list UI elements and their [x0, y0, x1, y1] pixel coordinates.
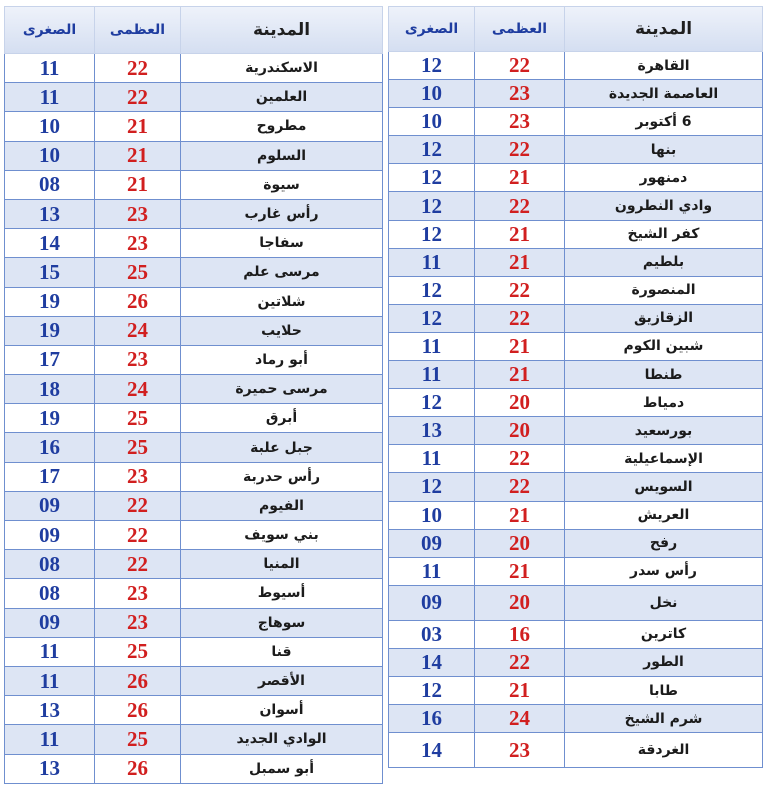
min-temp-cell: 19 [5, 404, 95, 433]
city-cell: وادي النطرون [565, 192, 763, 220]
max-temp-cell: 21 [475, 164, 565, 192]
city-cell: القاهرة [565, 52, 763, 80]
max-temp-cell: 22 [475, 304, 565, 332]
table-row [389, 108, 763, 136]
max-temp-cell: 25 [95, 433, 181, 462]
min-temp-cell: 11 [389, 248, 475, 276]
city-cell: الفيوم [181, 491, 383, 520]
max-temp-cell: 23 [95, 345, 181, 374]
city-cell: شبين الكوم [565, 332, 763, 360]
city-cell: بلطيم [565, 248, 763, 276]
min-temp-cell: 17 [5, 462, 95, 491]
min-temp-cell: 11 [5, 666, 95, 695]
table-row [5, 725, 383, 754]
table-row [5, 608, 383, 637]
max-temp-cell: 20 [475, 585, 565, 620]
city-cell: جبل علبة [181, 433, 383, 462]
header-min: الصغرى [389, 7, 475, 52]
min-temp-cell: 14 [389, 733, 475, 768]
city-cell: رأس غارب [181, 199, 383, 228]
table-row [389, 361, 763, 389]
city-cell: نخل [565, 585, 763, 620]
table-row [389, 620, 763, 648]
city-cell: سيوة [181, 170, 383, 199]
max-temp-cell: 26 [95, 696, 181, 725]
max-temp-cell: 22 [95, 521, 181, 550]
min-temp-cell: 18 [5, 375, 95, 404]
city-cell: طابا [565, 676, 763, 704]
min-temp-cell: 08 [5, 579, 95, 608]
table-row [5, 54, 383, 83]
min-temp-cell: 11 [389, 445, 475, 473]
city-cell: كاترين [565, 620, 763, 648]
table-row [389, 501, 763, 529]
min-temp-cell: 12 [389, 389, 475, 417]
max-temp-cell: 22 [475, 136, 565, 164]
header-city: المدينة [181, 7, 383, 54]
min-temp-cell: 14 [389, 648, 475, 676]
max-temp-cell: 25 [95, 404, 181, 433]
min-temp-cell: 08 [5, 170, 95, 199]
table-row [5, 229, 383, 258]
min-temp-cell: 16 [389, 705, 475, 733]
min-temp-cell: 19 [5, 287, 95, 316]
min-temp-cell: 19 [5, 316, 95, 345]
table-row [389, 585, 763, 620]
table-row [389, 276, 763, 304]
city-cell: قنا [181, 637, 383, 666]
max-temp-cell: 22 [95, 550, 181, 579]
max-temp-cell: 21 [95, 112, 181, 141]
table-row [5, 696, 383, 725]
max-temp-cell: 22 [475, 445, 565, 473]
table-row [389, 304, 763, 332]
city-cell: العلمين [181, 83, 383, 112]
city-cell: مرسى حميرة [181, 375, 383, 404]
table-row [5, 550, 383, 579]
max-temp-cell: 21 [475, 220, 565, 248]
table-body-right [389, 52, 763, 768]
table-row [5, 375, 383, 404]
min-temp-cell: 15 [5, 258, 95, 287]
table-row [389, 52, 763, 80]
table-row [389, 220, 763, 248]
table-row [389, 417, 763, 445]
table-row [5, 258, 383, 287]
city-cell: الطور [565, 648, 763, 676]
min-temp-cell: 10 [5, 112, 95, 141]
max-temp-cell: 26 [95, 666, 181, 695]
min-temp-cell: 16 [5, 433, 95, 462]
table-row [5, 637, 383, 666]
min-temp-cell: 11 [389, 361, 475, 389]
min-temp-cell: 08 [5, 550, 95, 579]
table-row [5, 170, 383, 199]
max-temp-cell: 21 [95, 170, 181, 199]
min-temp-cell: 12 [389, 304, 475, 332]
max-temp-cell: 24 [95, 316, 181, 345]
table-row [5, 112, 383, 141]
city-cell: بني سويف [181, 521, 383, 550]
min-temp-cell: 10 [5, 141, 95, 170]
city-cell: أسوان [181, 696, 383, 725]
min-temp-cell: 11 [5, 725, 95, 754]
max-temp-cell: 23 [95, 462, 181, 491]
table-row [389, 164, 763, 192]
min-temp-cell: 12 [389, 220, 475, 248]
min-temp-cell: 03 [389, 620, 475, 648]
min-temp-cell: 12 [389, 52, 475, 80]
max-temp-cell: 23 [95, 229, 181, 258]
city-cell: الأقصر [181, 666, 383, 695]
city-cell: بنها [565, 136, 763, 164]
city-cell: سفاجا [181, 229, 383, 258]
city-cell: الزقازيق [565, 304, 763, 332]
table-row [389, 80, 763, 108]
city-cell: الاسكندرية [181, 54, 383, 83]
city-cell: سوهاج [181, 608, 383, 637]
city-cell: بورسعيد [565, 417, 763, 445]
min-temp-cell: 11 [389, 332, 475, 360]
table-row [5, 521, 383, 550]
max-temp-cell: 25 [95, 725, 181, 754]
table-header-row [5, 7, 383, 54]
max-temp-cell: 23 [95, 579, 181, 608]
header-max: العظمى [475, 7, 565, 52]
table-row [389, 676, 763, 704]
city-cell: السلوم [181, 141, 383, 170]
table-row [5, 404, 383, 433]
weather-table-right [388, 6, 763, 768]
table-row [389, 192, 763, 220]
max-temp-cell: 25 [95, 637, 181, 666]
table-row [5, 491, 383, 520]
weather-table-left [4, 6, 383, 784]
table-row [5, 287, 383, 316]
max-temp-cell: 21 [475, 501, 565, 529]
min-temp-cell: 11 [389, 557, 475, 585]
city-cell: شلاتين [181, 287, 383, 316]
city-cell: رفح [565, 529, 763, 557]
table-row [5, 754, 383, 783]
city-cell: أبرق [181, 404, 383, 433]
max-temp-cell: 25 [95, 258, 181, 287]
min-temp-cell: 13 [389, 417, 475, 445]
min-temp-cell: 12 [389, 164, 475, 192]
max-temp-cell: 22 [95, 54, 181, 83]
max-temp-cell: 26 [95, 754, 181, 783]
min-temp-cell: 09 [5, 608, 95, 637]
city-cell: المنيا [181, 550, 383, 579]
min-temp-cell: 11 [5, 83, 95, 112]
max-temp-cell: 23 [475, 733, 565, 768]
table-row [389, 136, 763, 164]
table-row [5, 433, 383, 462]
city-cell: دمياط [565, 389, 763, 417]
max-temp-cell: 21 [475, 248, 565, 276]
min-temp-cell: 12 [389, 276, 475, 304]
max-temp-cell: 26 [95, 287, 181, 316]
table-row [5, 462, 383, 491]
city-cell: دمنهور [565, 164, 763, 192]
max-temp-cell: 22 [475, 192, 565, 220]
city-cell: 6 أكتوبر [565, 108, 763, 136]
max-temp-cell: 22 [475, 52, 565, 80]
max-temp-cell: 22 [475, 648, 565, 676]
table-row [5, 666, 383, 695]
city-cell: أبو رماد [181, 345, 383, 374]
table-row [389, 248, 763, 276]
min-temp-cell: 10 [389, 501, 475, 529]
min-temp-cell: 13 [5, 754, 95, 783]
min-temp-cell: 12 [389, 676, 475, 704]
min-temp-cell: 17 [5, 345, 95, 374]
table-row [5, 316, 383, 345]
min-temp-cell: 11 [5, 637, 95, 666]
table-row [389, 445, 763, 473]
max-temp-cell: 20 [475, 389, 565, 417]
city-cell: رأس حدربة [181, 462, 383, 491]
max-temp-cell: 23 [95, 199, 181, 228]
table-row [5, 83, 383, 112]
table-row [389, 648, 763, 676]
max-temp-cell: 16 [475, 620, 565, 648]
max-temp-cell: 20 [475, 529, 565, 557]
city-cell: رأس سدر [565, 557, 763, 585]
city-cell: الإسماعيلية [565, 445, 763, 473]
max-temp-cell: 22 [95, 491, 181, 520]
max-temp-cell: 22 [95, 83, 181, 112]
max-temp-cell: 23 [95, 608, 181, 637]
max-temp-cell: 22 [475, 276, 565, 304]
max-temp-cell: 23 [475, 80, 565, 108]
city-cell: أبو سمبل [181, 754, 383, 783]
city-cell: المنصورة [565, 276, 763, 304]
min-temp-cell: 12 [389, 136, 475, 164]
city-cell: الوادي الجديد [181, 725, 383, 754]
max-temp-cell: 21 [475, 361, 565, 389]
min-temp-cell: 13 [5, 696, 95, 725]
table-row [389, 733, 763, 768]
table-row [5, 345, 383, 374]
table-row [389, 473, 763, 501]
max-temp-cell: 21 [475, 332, 565, 360]
city-cell: أسيوط [181, 579, 383, 608]
table-row [5, 579, 383, 608]
max-temp-cell: 22 [475, 473, 565, 501]
min-temp-cell: 09 [5, 521, 95, 550]
city-cell: مرسى علم [181, 258, 383, 287]
max-temp-cell: 23 [475, 108, 565, 136]
min-temp-cell: 10 [389, 80, 475, 108]
header-max: العظمى [95, 7, 181, 54]
header-city: المدينة [565, 7, 763, 52]
city-cell: شرم الشيخ [565, 705, 763, 733]
min-temp-cell: 12 [389, 192, 475, 220]
header-min: الصغرى [5, 7, 95, 54]
max-temp-cell: 24 [475, 705, 565, 733]
min-temp-cell: 09 [389, 529, 475, 557]
max-temp-cell: 21 [475, 557, 565, 585]
city-cell: الغردقة [565, 733, 763, 768]
min-temp-cell: 13 [5, 199, 95, 228]
max-temp-cell: 24 [95, 375, 181, 404]
table-row [5, 141, 383, 170]
min-temp-cell: 11 [5, 54, 95, 83]
table-row [389, 705, 763, 733]
max-temp-cell: 20 [475, 417, 565, 445]
table-row [389, 557, 763, 585]
table-body-left [5, 54, 383, 784]
table-header-row [389, 7, 763, 52]
city-cell: حلايب [181, 316, 383, 345]
city-cell: طنطا [565, 361, 763, 389]
city-cell: مطروح [181, 112, 383, 141]
min-temp-cell: 12 [389, 473, 475, 501]
city-cell: العاصمة الجديدة [565, 80, 763, 108]
min-temp-cell: 10 [389, 108, 475, 136]
city-cell: العريش [565, 501, 763, 529]
min-temp-cell: 09 [5, 491, 95, 520]
city-cell: السويس [565, 473, 763, 501]
table-row [389, 389, 763, 417]
city-cell: كفر الشيخ [565, 220, 763, 248]
table-row [389, 332, 763, 360]
table-row [5, 199, 383, 228]
min-temp-cell: 09 [389, 585, 475, 620]
max-temp-cell: 21 [475, 676, 565, 704]
min-temp-cell: 14 [5, 229, 95, 258]
table-row [389, 529, 763, 557]
max-temp-cell: 21 [95, 141, 181, 170]
